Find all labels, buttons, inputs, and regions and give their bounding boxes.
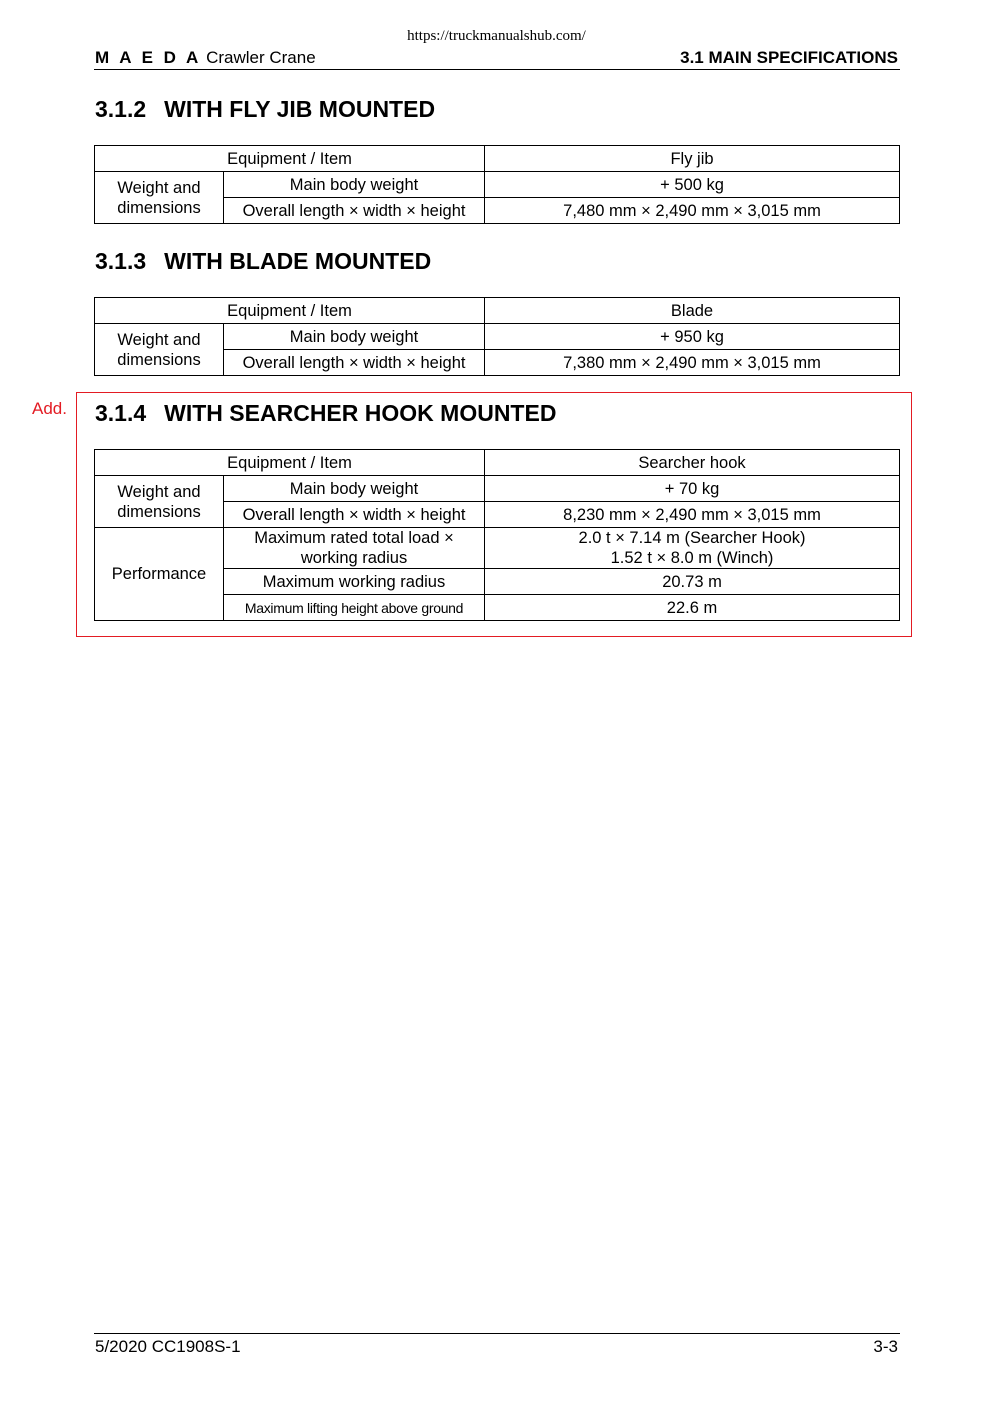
value-main-body-weight: + 70 kg bbox=[485, 476, 900, 502]
product-name: Crawler Crane bbox=[206, 48, 316, 67]
value-main-body-weight: + 500 kg bbox=[485, 172, 900, 198]
section-heading-searcher-hook bbox=[95, 400, 556, 427]
footer-document-code: 5/2020 CC1908S-1 bbox=[95, 1337, 241, 1356]
item-main-body-weight: Main body weight bbox=[224, 476, 485, 502]
header-equipment-item: Equipment / Item bbox=[95, 298, 485, 324]
source-url[interactable]: https://truckmanualshub.com/ bbox=[407, 28, 586, 44]
header-rule bbox=[94, 69, 900, 70]
value-overall-dimensions: 8,230 mm × 2,490 mm × 3,015 mm bbox=[485, 502, 900, 528]
item-overall-dimensions: Overall length × width × height bbox=[224, 198, 485, 224]
value-line: 1.52 t × 8.0 m (Winch) bbox=[610, 549, 774, 567]
running-header-section: 3.1 MAIN SPECIFICATIONS bbox=[680, 48, 898, 67]
section-heading-blade bbox=[95, 248, 431, 275]
item-line: Maximum rated total load × bbox=[254, 529, 454, 547]
value-main-body-weight: + 950 kg bbox=[485, 324, 900, 350]
value-overall-dimensions: 7,480 mm × 2,490 mm × 3,015 mm bbox=[485, 198, 900, 224]
item-overall-dimensions: Overall length × width × height bbox=[224, 350, 485, 376]
header-equipment-item: Equipment / Item bbox=[95, 146, 485, 172]
table-header-row bbox=[95, 450, 900, 476]
table-header-row bbox=[95, 146, 900, 172]
table-row bbox=[95, 324, 900, 350]
section-number: 3.1.4 bbox=[95, 400, 147, 426]
header-fly-jib: Fly jib bbox=[485, 146, 900, 172]
section-heading-fly-jib bbox=[95, 96, 435, 123]
header-blade: Blade bbox=[485, 298, 900, 324]
value-max-rated-load bbox=[485, 528, 900, 569]
revision-add-label: Add. bbox=[32, 399, 67, 418]
group-weight-dimensions: Weight and dimensions bbox=[95, 324, 224, 376]
group-weight-dimensions: Weight and dimensions bbox=[95, 172, 224, 224]
item-max-working-radius: Maximum working radius bbox=[224, 569, 485, 595]
footer-rule bbox=[94, 1333, 900, 1334]
section-title: WITH SEARCHER HOOK MOUNTED bbox=[164, 400, 557, 426]
item-line: working radius bbox=[300, 549, 408, 567]
section-number: 3.1.2 bbox=[95, 96, 147, 122]
searcher-hook-spec-table bbox=[94, 449, 900, 621]
table-row bbox=[95, 172, 900, 198]
value-max-lifting-height: 22.6 m bbox=[485, 595, 900, 621]
group-performance: Performance bbox=[95, 528, 224, 621]
section-number: 3.1.3 bbox=[95, 248, 147, 274]
item-main-body-weight: Main body weight bbox=[224, 172, 485, 198]
header-equipment-item: Equipment / Item bbox=[95, 450, 485, 476]
header-searcher-hook: Searcher hook bbox=[485, 450, 900, 476]
blade-spec-table bbox=[94, 297, 900, 376]
item-overall-dimensions: Overall length × width × height bbox=[224, 502, 485, 528]
item-max-rated-load bbox=[224, 528, 485, 569]
table-row bbox=[95, 476, 900, 502]
footer-page-number: 3-3 bbox=[873, 1337, 898, 1356]
group-weight-dimensions: Weight and dimensions bbox=[95, 476, 224, 528]
table-row bbox=[95, 528, 900, 569]
fly-jib-spec-table bbox=[94, 145, 900, 224]
section-title: WITH BLADE MOUNTED bbox=[164, 248, 432, 274]
brand-name: M A E D A bbox=[95, 48, 202, 67]
running-header-left bbox=[95, 48, 316, 68]
item-max-lifting-height: Maximum lifting height above ground bbox=[224, 595, 485, 621]
value-line: 2.0 t × 7.14 m (Searcher Hook) bbox=[578, 529, 806, 547]
value-overall-dimensions: 7,380 mm × 2,490 mm × 3,015 mm bbox=[485, 350, 900, 376]
section-title: WITH FLY JIB MOUNTED bbox=[164, 96, 436, 122]
table-header-row bbox=[95, 298, 900, 324]
item-main-body-weight: Main body weight bbox=[224, 324, 485, 350]
value-max-working-radius: 20.73 m bbox=[485, 569, 900, 595]
